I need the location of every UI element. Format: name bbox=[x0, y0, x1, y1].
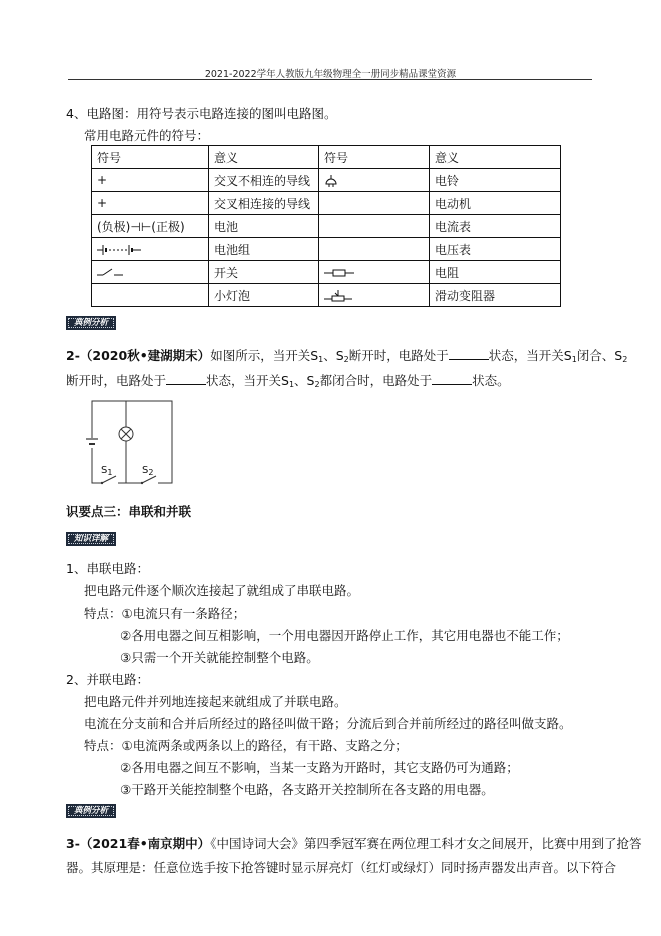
meaning-cell: 电池 bbox=[209, 215, 319, 238]
symbol-table bbox=[91, 145, 561, 307]
symbol-cell bbox=[319, 284, 430, 307]
table-row bbox=[92, 261, 561, 284]
question-3-line-1: 3-（2021春•南京期中）《中国诗词大会》第四季冠军赛在两位理工科才女之间展开，比赛中用到了抢答 bbox=[66, 836, 642, 851]
meaning-cell: 电动机 bbox=[430, 192, 561, 215]
battery-pack-symbol-icon bbox=[97, 245, 141, 255]
parallel-feature-2: ②各用电器之间互不影响，当某一支路为开路时，其它支路仍可为通路； bbox=[120, 760, 519, 775]
meaning-cell: 交叉不相连的导线 bbox=[209, 169, 319, 192]
table-row bbox=[92, 169, 561, 192]
meaning-cell: 交叉相连接的导线 bbox=[209, 192, 319, 215]
bell-symbol-icon bbox=[324, 175, 338, 187]
answer-blank[interactable] bbox=[449, 347, 489, 360]
knowledge-explain-tag: 知识详解 bbox=[66, 532, 116, 546]
page-header: 2021-2022学年人教版九年级物理全一册同步精品课堂资源 bbox=[204, 69, 457, 80]
symbol-cell bbox=[92, 192, 209, 215]
switch-symbol-icon bbox=[97, 268, 123, 278]
series-feature-3: ③只需一个开关就能控制整个电路。 bbox=[120, 650, 319, 665]
switch-s1-label: $S_1$ bbox=[101, 465, 113, 477]
meaning-cell: 滑动变阻器 bbox=[430, 284, 561, 307]
meaning-cell: 电压表 bbox=[430, 238, 561, 261]
parallel-definition: 把电路元件并列地连接起来就组成了并联电路。 bbox=[84, 694, 347, 709]
symbol-cell: + bbox=[92, 169, 209, 192]
symbol-cell bbox=[319, 192, 430, 215]
table-row bbox=[92, 215, 561, 238]
question-number: 2 bbox=[66, 348, 75, 363]
meaning-cell: 电池组 bbox=[209, 238, 319, 261]
section-4-heading: 4、电路图：用符号表示电路连接的图叫电路图。 bbox=[66, 106, 337, 121]
table-header-row bbox=[92, 146, 561, 169]
question-2-line-1: 2-（2020秋•建湖期末）如图所示，当开关$S_1$、$S_2$断开时，电路处于 状态，当开关$S_1$闭合、$S_2$ bbox=[66, 348, 628, 364]
symbol-cell bbox=[319, 215, 430, 238]
header-cell: 意义 bbox=[209, 146, 319, 169]
circuit-diagram bbox=[82, 396, 174, 488]
meaning-cell: 电流表 bbox=[430, 215, 561, 238]
parallel-feature-1: 特点：①电流两条或两条以上的路径，有干路、支路之分； bbox=[84, 738, 408, 753]
symbol-cell bbox=[319, 169, 430, 192]
series-definition: 把电路元件逐个顺次连接起了就组成了串联电路。 bbox=[84, 583, 360, 598]
symbol-cell bbox=[319, 261, 430, 284]
rheostat-symbol-icon bbox=[324, 290, 352, 302]
junction-symbol: + bbox=[97, 196, 108, 210]
point-3-title: 识要点三：串联和并联 bbox=[66, 504, 192, 519]
header-rule bbox=[68, 79, 592, 80]
series-feature-1: 特点：①电流只有一条路径； bbox=[84, 606, 246, 621]
table-row bbox=[92, 192, 561, 215]
example-analysis-tag: 典例分析 bbox=[66, 804, 116, 818]
meaning-cell: 开关 bbox=[209, 261, 319, 284]
symbol-cell bbox=[92, 238, 209, 261]
symbol-cell bbox=[92, 261, 209, 284]
question-2-line-2: 断开时，电路处于 状态，当开关$S_1$、$S_2$都闭合时，电路处于 状态。 bbox=[66, 373, 510, 389]
header-cell: 符号 bbox=[92, 146, 209, 169]
header-cell: 意义 bbox=[430, 146, 561, 169]
meaning-cell: 小灯泡 bbox=[209, 284, 319, 307]
resistor-symbol-icon bbox=[324, 268, 354, 278]
example-analysis-tag: 典例分析 bbox=[66, 316, 116, 330]
question-source: （2021春•南京期中） bbox=[79, 836, 211, 851]
answer-blank[interactable] bbox=[432, 372, 472, 385]
answer-blank[interactable] bbox=[166, 372, 206, 385]
table-row bbox=[92, 284, 561, 307]
parallel-definition-2: 电流在分支前和合并后所经过的路径叫做干路；分流后到合并前所经过的路径叫做支路。 bbox=[84, 716, 572, 731]
symbol-cell: (负极)⊣⊢(正极) bbox=[92, 215, 209, 238]
symbol-cell bbox=[319, 238, 430, 261]
table-row bbox=[92, 238, 561, 261]
meaning-cell: 电阻 bbox=[430, 261, 561, 284]
question-source: （2020秋•建湖期末） bbox=[79, 348, 211, 363]
series-heading: 1、串联电路： bbox=[66, 561, 149, 576]
switch-s2-label: $S_2$ bbox=[142, 465, 154, 477]
symbol-cell bbox=[92, 284, 209, 307]
series-feature-2: ②各用电器之间互相影响，一个用电器因开路停止工作，其它用电器也不能工作； bbox=[120, 628, 569, 643]
parallel-heading: 2、并联电路： bbox=[66, 672, 149, 687]
parallel-feature-3: ③干路开关能控制整个电路，各支路开关控制所在各支路的用电器。 bbox=[120, 782, 494, 797]
question-3-line-2: 器。其原理是：任意位选手按下抢答键时显示屏亮灯（红灯或绿灯）同时扬声器发出声音。以下符合 bbox=[66, 860, 617, 875]
header-cell: 符号 bbox=[319, 146, 430, 169]
section-4-subheading: 常用电路元件的符号： bbox=[84, 128, 210, 143]
question-number: 3 bbox=[66, 836, 75, 851]
meaning-cell: 电铃 bbox=[430, 169, 561, 192]
